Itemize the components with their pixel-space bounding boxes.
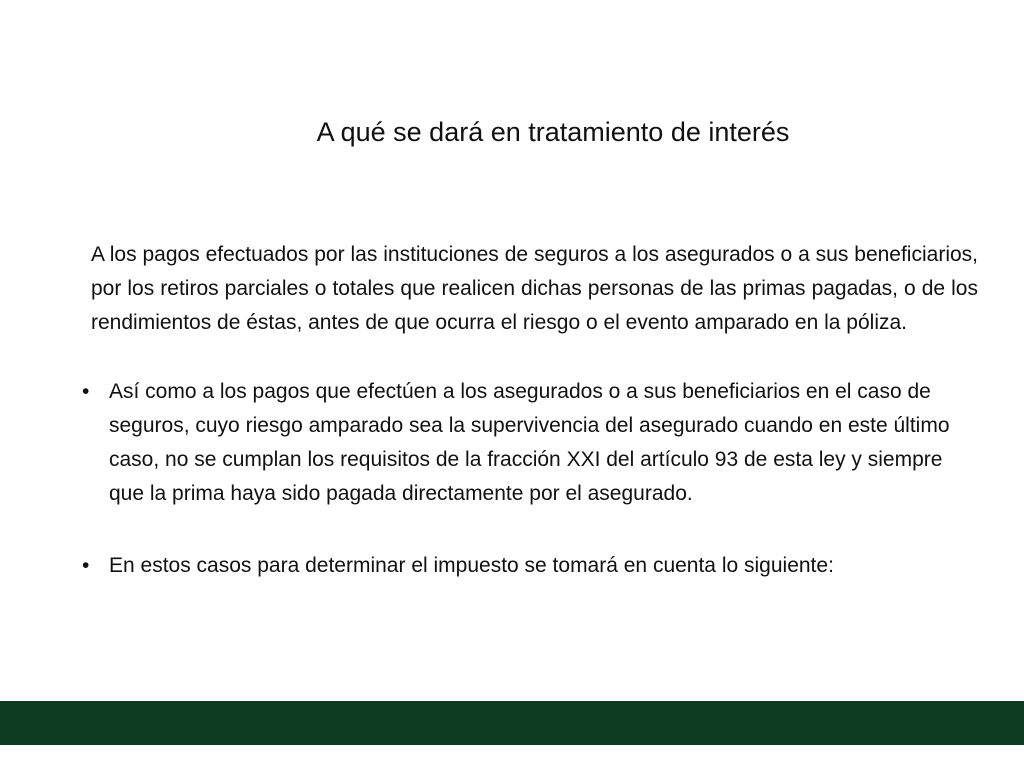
bullet-dot-icon: •: [82, 554, 90, 577]
bullet-item-supervivencia: [80, 375, 957, 511]
intro-paragraph: A los pagos efectuados por las instituciones de seguros a los asegurados o a sus beneficiarios, por los retiros parciales o totales que realicen dichas personas de las primas pagadas, o de los rendimientos de éstas, antes de que ocurra el riesgo o el evento amparado en la póliza.: [91, 243, 978, 334]
bullet-text: En estos casos para determinar el impuesto se tomará en cuenta lo siguiente:: [109, 554, 834, 577]
slide-title: A qué se dará en tratamiento de interés: [316, 117, 790, 147]
bullet-dot-icon: •: [82, 380, 90, 403]
bullet-list: [80, 375, 980, 583]
bullet-text: Así como a los pagos que efectúen a los asegurados o a sus beneficiarios en el caso de seguros, cuyo riesgo amparado sea la supervivencia del asegurado cuando en este último caso, no se cumplan los requisitos de la fracción XXI del artículo 93 de esta ley y siempre que la prima haya sido pagada directamente por el asegurado.: [109, 380, 950, 505]
bullet-item-impuesto: [80, 549, 957, 583]
footer-bar: [0, 701, 1024, 745]
